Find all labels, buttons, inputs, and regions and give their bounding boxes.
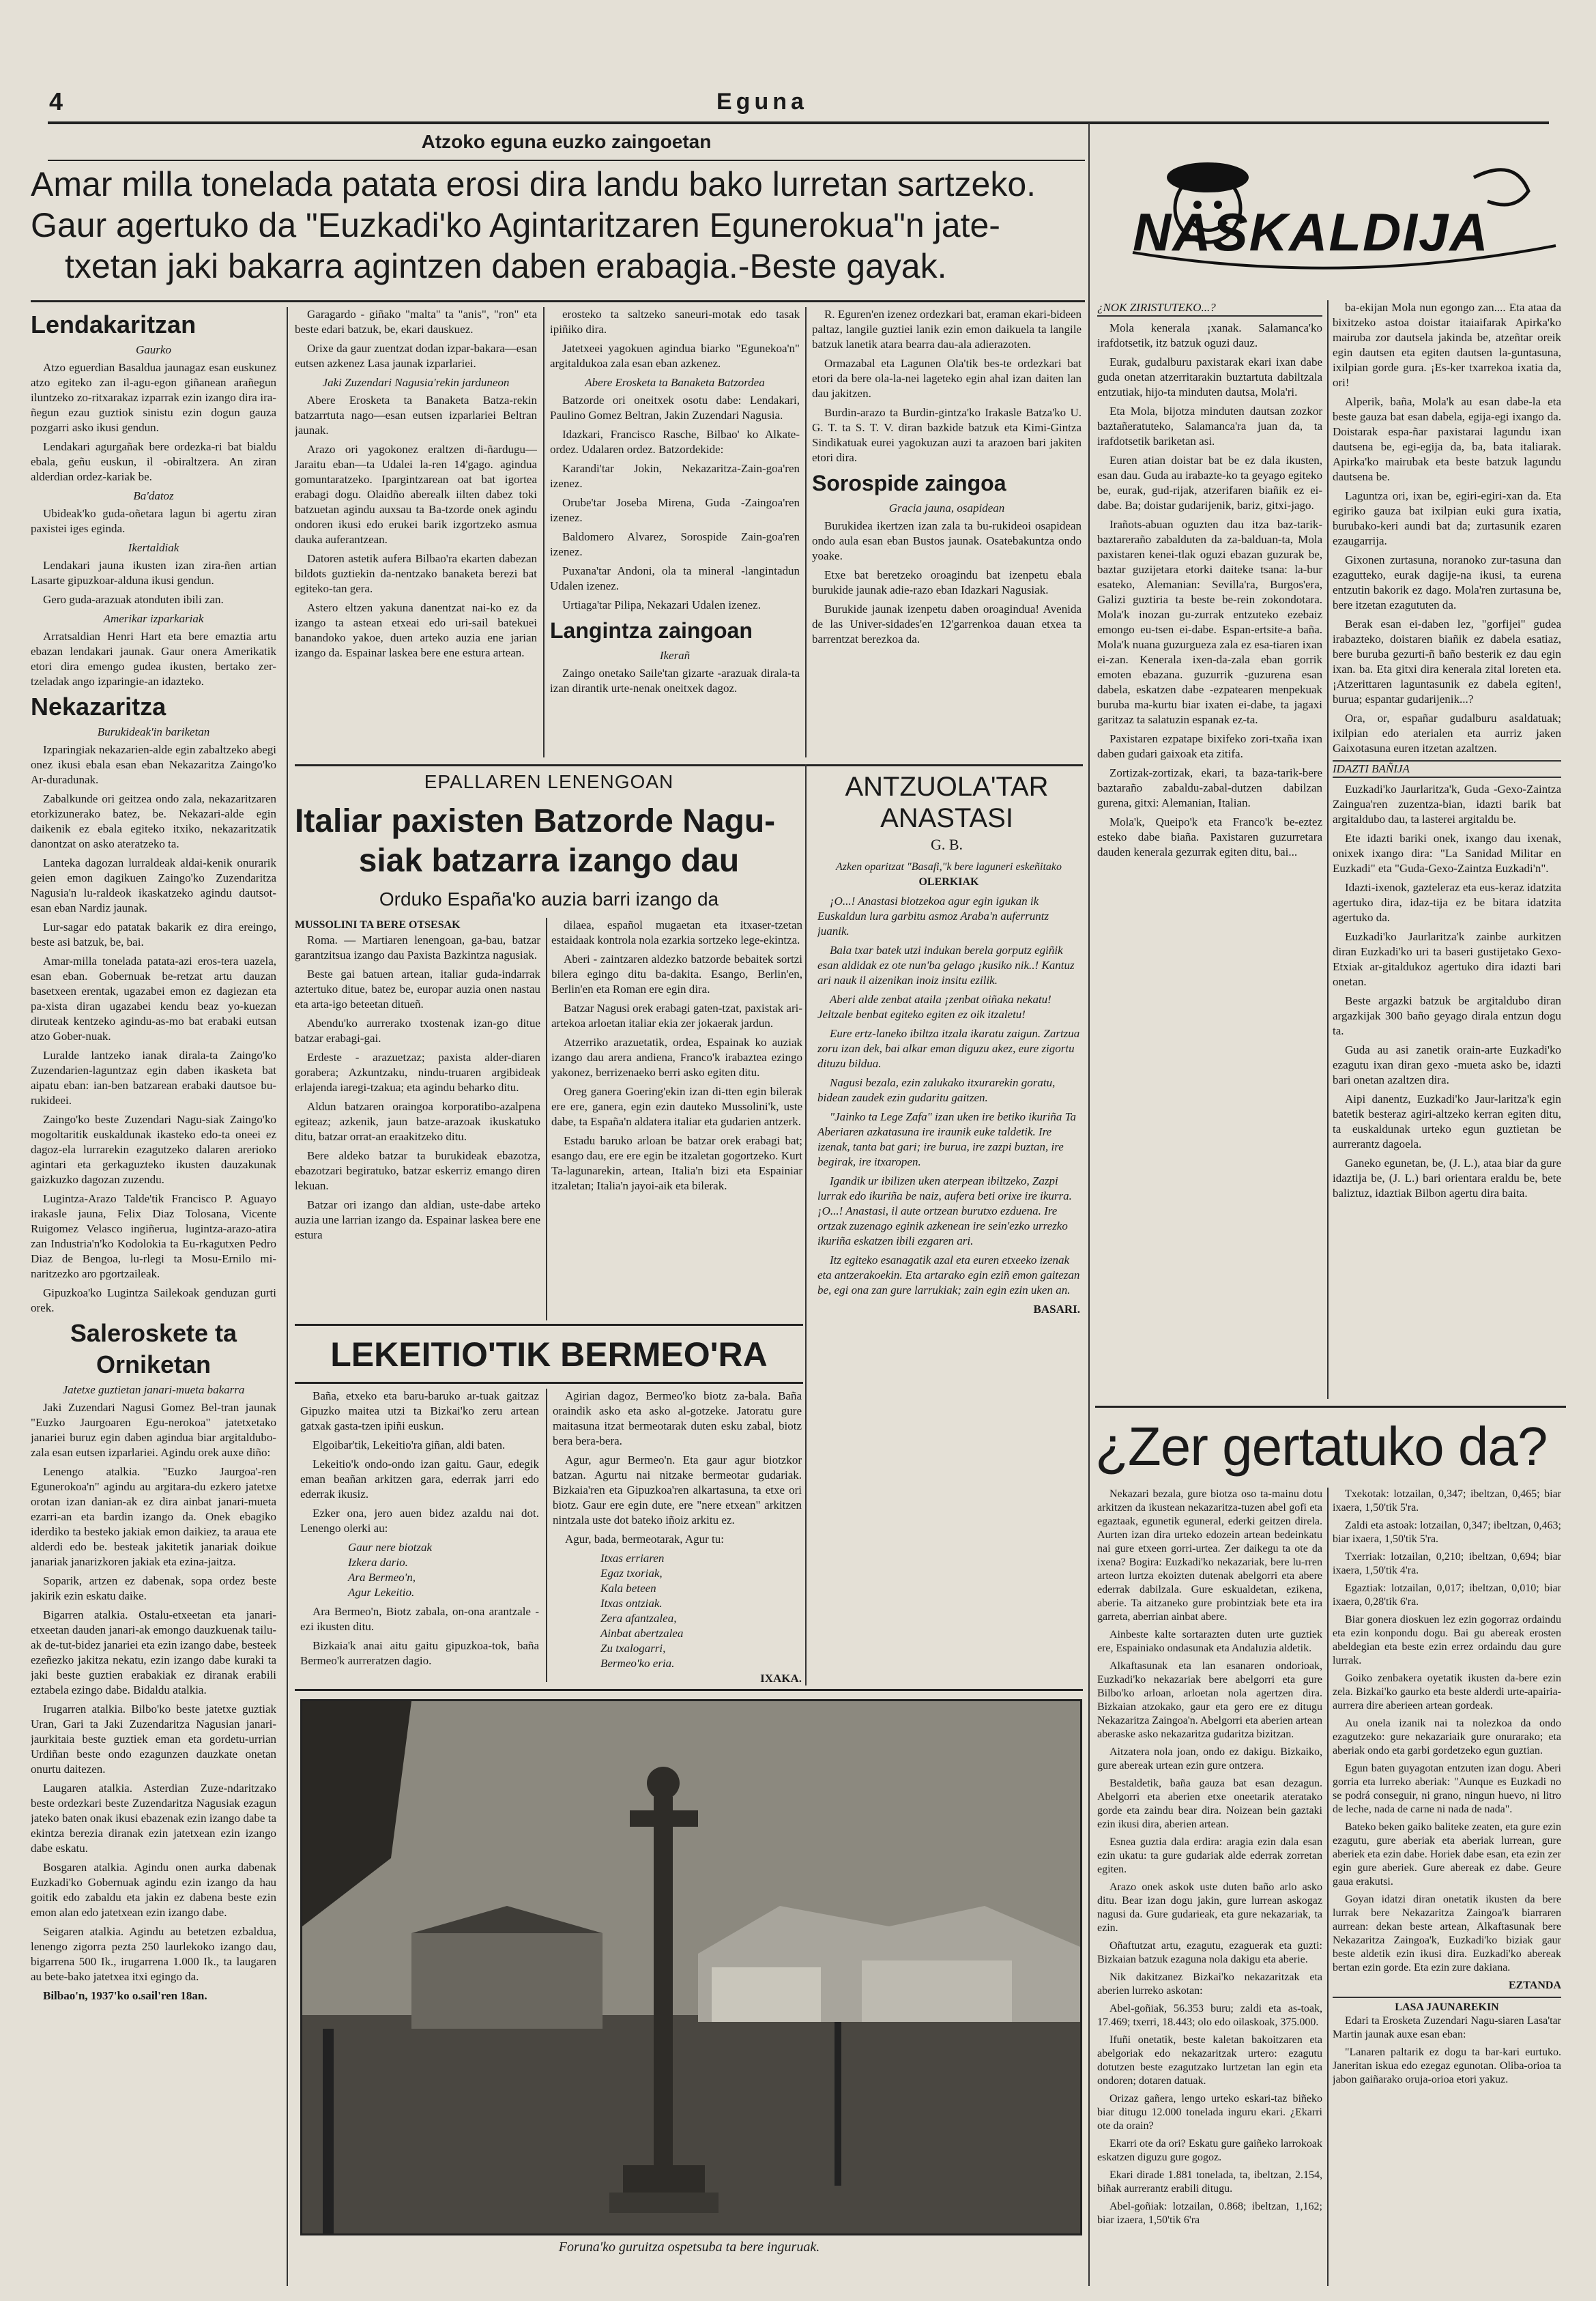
naskaldija-p2: Eurak, gudalburu paxistarak ekari ixan dabe guda onetan atzerritarakin buztartuta dabiltzala entzutiak, hijo-ta minduten dautsa, Mola'ri. [1097, 356, 1322, 399]
zer-col2-p4: Egaztiak: lotzailan, 0,017; ibeltzan, 0,010; biar ixaera, 0,28'tik 6'ra. [1333, 1582, 1561, 1608]
naskaldija-col2-p13: Aipi danentz, Euzkadi'ko Jaur-laritza'k egin batetik besteraz agiri-altzeko kerran egiten ditu, ta euskaldunak urteko egun guztietan be aurrerantz dagoela. [1333, 1092, 1561, 1150]
col3-top-p3: Batzorde ori oneitxek osotu dabe: Lendakari, Paulino Gomez Beltran, Jakin Zuzendari Nagusia. [550, 394, 800, 422]
col3-top-p8: Puxana'tar Andoni, ola ta mineral -langintadun Udalen izenez. [550, 564, 800, 592]
nekazaritza-p6: Luralde lantzeko ianak dirala-ta Zaingo'ko Zuzendarien-laguntzaz egin daben ikasketa bat aipatu eban: ian-ben batzarean erabaki dautsoe bu-rukideei. [31, 1049, 276, 1107]
lendakaritzan-p3: Ubideak'ko guda-oñetara lagun bi agertu ziran paxistei iges eginda. [31, 507, 276, 535]
lekeitio-poem-1-line: Agur Lekeitio. [348, 1586, 415, 1599]
lekeitio-poem-1-line: Izkera dario. [348, 1556, 408, 1569]
photo-image [302, 1701, 1080, 2233]
zer-col2-p11: Edari ta Erosketa Zuzendari Nagu-siaren Lasa'tar Martin jaunak auxe esan eban: [1333, 2015, 1561, 2040]
naskaldija-wordmark: NASKALDIJA [1133, 202, 1490, 262]
lekeitio-poem-2-line: Egaz txoriak, [600, 1567, 663, 1580]
lekeitio-poem-2-line: Ainbat abertzalea [600, 1627, 684, 1640]
antzuola-body [817, 860, 1080, 1682]
zer-list-2: Abel-goñiak: lotzailan, 0.868; ibeltzan, 1,162; biar izaera, 1,50'tik 6'ra [1097, 2201, 1322, 2226]
zer-sub-1: LASA JAUNAREKIN [1333, 1997, 1561, 2014]
epallaren-p4: Erdeste - arazuetzaz; paxista alder-diaren gorabera; Azkuntzaku, nindu-truaren argibideak erlajenda iaregi-tzakua; eta agindu beharko ditu. [295, 1051, 540, 1094]
langintza-sub: Ikerañ [659, 649, 691, 662]
antzuola-title-2: ANASTASI [880, 803, 1013, 833]
lekeitio-poem-2-line: Itxas erriaren [600, 1552, 665, 1565]
lendakaritzan-p4: Lendakari jauna ikusten izan zira-ñen artian Lasarte gipuzkoar-alduna ikusi gendun. [31, 559, 276, 587]
zer-p5: Bestaldetik, baña gauza bat esan dezagun. Abelgorri eta aberien etxe oneetarik ateratako gorde eta zaindu bear dira. Noizean bein gaztaki ezin ikusi dira, aberien artean. [1097, 1778, 1322, 1830]
col4-top-p2: Ormazabal eta Lagunen Ola'tik bes-te ordezkari bat etori da bere ola-la-nei lageteko egin ahal izan daiten lan dau jakitzen. [812, 357, 1082, 400]
antzuola-title-1: ANTZUOLA'TAR [845, 772, 1049, 802]
zer-col2-p7: Au onela izanik nai ta nolezkoa da ondo ezagutzeko: gure nekazariaik gure onurarako; eta aberiak ondo eta garbi gordetzeko egun guztian. [1333, 1718, 1561, 1756]
naskaldija-col-1 [1097, 300, 1322, 1399]
zer-list-1: Abel-goñiak, 56.353 buru; zaldi eta as-toak, 17.469; txerri, 18.443; olo edo oilaskoak, 375.000. [1097, 2003, 1322, 2028]
lekeitio-poem-2-line: Zera afantzalea, [600, 1612, 677, 1625]
lendakaritzan-p5: Gero guda-arazuak atonduten ibili zan. [43, 593, 224, 606]
antzuola-caption-2: OLERKIAK [918, 876, 979, 888]
zer-col2-p10: Goyan idatzi diran onetatik ikusten da bere lurrak bere Nekazaritza Zaingoa'k biarraren aurrean: dekan beste artean, Alkaftasunak bere Nekazaritza Zaingoa'k, Euzkadi'ko biziak gaur beste aldetik ezin ikusi dira. Euzkadi'ko abereak bertan ezin gorde. Eta ezin zure dakiana. [1333, 1894, 1561, 1973]
naskaldija-col2-p10: Euzkadi'ko Jaurlaritza'k zainbe aurkitzen diran Euzkadi'ko uri ta baseri gustijetako Gexo-Etxiak ar-gitaldukoz agertuko dira idazti bari onetan. [1333, 930, 1561, 988]
lekeitio-col-2 [553, 1389, 802, 1682]
lekeitio-p1: Baña, etxeko eta baru-baruko ar-tuak gaitzaz Gipuzko maitea utzi ta Bizkai'ko zeru artean gatxak gasta-tzen ipiñi euskun. [300, 1389, 539, 1432]
naskaldija-divider [1327, 300, 1329, 1399]
saleroskete-sub-1: Jatetxe guztietan janari-mueta bakarra [62, 1383, 245, 1396]
epallaren-p3: Abendu'ko aurrerako txostenak izan-go ditue batzar erabagi-gai. [295, 1017, 540, 1045]
column-4-top [812, 307, 1082, 757]
nekazaritza-p3: Lanteka dagozan lurraldeak aldai-kenik onurarik geien emon dagikuen Zaingo'ko Zuzendaritza Nagusia'n lu-raldeok ikaskatzeko agindu dautsot-esan eban Nardiz jaunak. [31, 856, 276, 914]
col2-top-p2: Orixe da gaur zuentzat dodan izpar-bakara—esan eutsen azkenez Lasa jaunak izparlariei. [295, 342, 537, 370]
zer-col2-p12: "Lanaren paltarik ez dogu ta bar-kari eurtuko. Janeritan iskua edo ezegaz egunotan. Oliba-orioa ta jabon gaiñarako oruja-orioa etori yakuz. [1333, 2046, 1561, 2085]
antzuola-p4: Eure ertz-laneko ibiltza itzala ikaratu zaigun. Zartzua zoru izan dek, bai alkar eman diguzu akez, eure zigortu dituzu bildua. [817, 1027, 1080, 1070]
lekeitio-p3: Lekeitio'k ondo-ondo izan gaitu. Gaur, edegik eman beañan arkitzen gara, ederrak jarri edo ederrak ikusiz. [300, 1458, 539, 1501]
nekazaritza-p4: Lur-sagar edo patatak bakarik ez dira ereingo, beste asi batzuk, be, bai. [31, 921, 276, 949]
naskaldija-col2-p6: Ora, or, españar gudalburu asaldatuak; ixilpian edo aterialen eta aurriz jaken Gaixotasuna euren itzetan azaltzen. [1333, 712, 1561, 755]
column-divider-3 [805, 307, 807, 757]
epallaren-col2-p4: Atzerriko arazuetatik, ordea, Espainak ko auziak izango dau arera andiena, Franco'k irabaztea ezingo yakonez, berrizenaeko berri asko egiten ditu. [551, 1036, 802, 1079]
col2-top-p6: Astero eltzen yakuna danentzat nai-ko ez da izango ta astean etxeai edo uri-sail batekuei banandoko yakoe, duen arteko auzia ene jarian izango da. Espainar laskea bere ene estura artean. [295, 601, 537, 659]
lekeitio-poem-2-line: Kala beteen [600, 1582, 656, 1595]
lekeitio-poem-2-line: Zu txalogarri, [600, 1642, 666, 1655]
lendakaritzan-title: Lendakaritzan [31, 310, 197, 338]
epallaren-kicker: EPALLAREN LENENGOAN [424, 771, 674, 792]
epallaren-col2-p2: Aberi - zaintzaren aldezko batzorde bebaitek sortzi bilera egingo ditu ba-dakita. Esango, Berlin'en, Berlin'en eta Roman ere egin dira. [551, 953, 802, 996]
photo-caption: Foruna'ko guruitza ospetsuba ta bere inguruak. [558, 2240, 820, 2255]
naskaldija-p5: Irañots-abuan oguzten dau itza baz-tarik-baztareraño zabalduten da za-balduan-ta, Mola paxistaren kenei-tlak oguzi ebazan guzurak be, baztar guzijetara etorki daiteke tsana: la-bur esateko, Alemanian: Sevilla'ra, Burgos'era, Galizi guztiria ta beste be-rein zokondotara. Mola'k inozan gu-zurrak entzuteko ezebaiz emongo eu-tsen ei-dabe. Espan-ertsite-a baña. Mola'k nuana guzurgueza zala ez esa-tiaren ixan ei-zan. Kenerala ixen-da-zala eban gorrik emoten ebazana. guzurrik -guzurena esan dabela, eskatzen dabe -ezpatearen menpekuak buruba ma-kurtu biar ixaten ei-dabe, ta jagaxi garitzaz ta salatuzin espanak ez-ta. [1097, 518, 1322, 726]
antzuola-p6: "Jainko ta Lege Zafa" izan uken ire betiko ikuriña Ta Aberiaren azkatasuna ire iraunik euke taldetik. Ire izenak, tanta bat gari; ire burua, ire zazpi buztan, ire begirak, ire itxaropen. [817, 1110, 1077, 1168]
zer-col2-p9: Bateko beken gaiko baliteke zeaten, eta gure ezin ezagutu, gure aberiak eta aberiak lurrean, gure aberiek eta ezin dabe. Horiek dabe esan, eta ezin zer egin gure aberiek. Gure abereak ez dabe. Geure gaua erakutsi. [1333, 1821, 1561, 1887]
naskaldija-logo [1105, 136, 1576, 293]
zer-p13: Ekari dirade 1.881 tonelada, ta, ibeltzan, 2.154, biñak aurrerantz erabili ditugu. [1097, 2169, 1322, 2195]
col2-top-p3: Abere Erosketa ta Banaketa Batza-rekin batzarrtuta nago—esan eutsen izparlariei Beltran jaunak. [295, 394, 537, 437]
naskaldija-col2-p12: Guda au asi zanetik orain-arte Euzkadi'ko ezagutu ixan diran gexo -mueta asko be, idazti bari onetan azaltzen dira. [1333, 1043, 1561, 1086]
lendakaritzan-sub-4: Amerikar izparkariak [103, 612, 204, 625]
nekazaritza-p5: Amar-milla tonelada patata-azi eros-tera uazela, esan eban. Gobernuak be-retzat artu dauzan basetxeen erentak, ugazabei emon ez dagiezan eta pa-xista diran ugazabei kendu beaz yo-kuezan diruteak kentzeko agindu-as-mo bat erabaki eutsan atzo Gober-nuak. [31, 955, 276, 1043]
epallaren-p6: Bere aldeko batzar ta burukideak ebazotza, ebazotzari begiratuko, batzar eskerriz emango diren lekuan. [295, 1149, 540, 1192]
lekeitio-divider [546, 1389, 547, 1682]
column-1 [31, 307, 276, 2286]
zer-divider [1327, 1488, 1329, 2286]
naskaldija-col2-p4: Gixonen zurtasuna, noranoko zur-tasuna dan ezagutteko, eurak dagije-na ikusi, ta eurena entzutin bakorik ez dago. Mola'ren zurtasuna be, bere itzetan ezagututen da. [1333, 553, 1561, 611]
antzuola-p7: Igandik ur ibilizen uken aterpean ibiltzeko, Zazpi lurrak edo ikuriña be naiz, aufera beti orixe ire ikurra. ¡O...! Anastasi, il aute ortzean burutxo ezduena. Ire ortzak zuzenago eginik azkenean ire sein'ezko urrezko ikuriña eskatzen ibili ezgaren ari. [817, 1174, 1072, 1247]
col3-top-p9: Urtiaga'tar Pilipa, Nekazari Udalen izenez. [562, 598, 761, 611]
newspaper-name: Eguna [716, 89, 808, 115]
epallaren-col2-p6: Estadu baruko arloan be batzar orek erabagi bat; esango dau, ere ere egin be itzaletan gogortzeko. Kurt Ta-lagunarekin, artean, Italia'n bizi eta Espainiar itzaletan; Italia'n jayoi-aik eta bilerak. [551, 1134, 802, 1192]
lekeitio-poem-2 [553, 1551, 802, 1671]
naskaldija-col2-p11: Beste argazki batzuk be argitaldubo diran argazkijak 300 baño geyago dirala entzun dogu ta. [1333, 994, 1561, 1037]
naskaldija-col2-p9: Idazti-ixenok, gazteleraz eta eus-keraz idatzita agertuko dira, idaz-tija ez be bitara idatzita agertuko da. [1333, 881, 1561, 924]
epallaren-col2-p5: Oreg ganera Goering'ekin izan di-tten egin bilerak ere ere, ganera, egin ezin dauteko Mussolini'k, uste dabe, ta España'n aldatera italiar eta gudarien antzerk. [551, 1085, 802, 1128]
col2-top-p5: Datoren astetik aufera Bilbao'ra ekarten dabezan bildots guztiekin da-nentzako banaketa berezi bat egiteko-tan gera. [295, 552, 537, 595]
col4-top-p6: Burukide jaunak izenpetu daben oroagindua! Avenida de las Univer-sidades'en 12'garrenkoa dauan etxea ta barrentzat berezkoa da. [812, 603, 1082, 646]
column-3-top [550, 307, 800, 757]
photo-rule-top [295, 1689, 1083, 1691]
lekeitio-p4: Ezker ona, jero auen bidez azaldu nai dot. Lenengo olerki au: [300, 1507, 539, 1535]
column-divider-4 [1088, 123, 1090, 2286]
zer-p9: Nik dakitzanez Bizkai'ko nekazaritzak eta aberien lurreko askotan: [1097, 1971, 1322, 1997]
epallaren-col-2 [551, 918, 802, 1320]
naskaldija-p1: Mola kenerala ¡xanak. Salamanca'ko irafdotsetik, itz batzuk oguzi dauz. [1097, 321, 1322, 349]
col3-top-p5: Karandi'tar Jokin, Nekazaritza-Zain-goa'ren izenez. [550, 462, 800, 490]
saleroskete-p7: Bosgaren atalkia. Agindu onen aurka dabenak Euzkadi'ko Gobernuak agindu ezin izango da hau goitik edo zabaldu eta jakin ez dabena beste ezin emon alan edo jatetxean ezin izango dabe. [31, 1861, 276, 1919]
naskaldija-p8: Mola'k, Queipo'k eta Franco'k be-eztez esteko dabe biaña. Paxistaren guzurretara dauden kenerala gezurrak egiten ditu, bai... [1097, 815, 1322, 858]
headline-line-3: txetan jaki bakarra agintzen daben erabagia.-Beste gayak. [65, 247, 947, 285]
zer-p4: Aitzatera nola joan, ondo ez dakigu. Bizkaiko, gure abereak urtean ezin gure ontzera. [1097, 1746, 1322, 1771]
naskaldija-sub-2: IDAZTI BAÑIJA [1333, 760, 1561, 778]
saleroskete-p5: Irugarren atalkia. Bilbo'ko beste jatetxe guztiak Uran, Gari ta Jaki Zuzendaritza Nagusian janari-jaurkitaia beste guztiek eman eta gordetu-urrian Urdiñan beste ondo ezagunzen dauzkate onetan onurtu daitezen. [31, 1703, 276, 1776]
lekeitio-col2-p1: Agirian dagoz, Bermeo'ko biotz za-bala. Baña oraindik asko eta asko al-gotzeke. Jatoratu gure maitasuna itzat bermeotarak duten esku zabal, biotz bera bera-bera. [553, 1389, 802, 1447]
lendakaritzan-sub-3: Ikertaldiak [128, 541, 179, 554]
zer-p8: Oñaftutzat artu, ezagutu, ezaguerak eta guzti: Bizkaian batzuk ezaguna nola dakigu eta aberie. [1097, 1940, 1322, 1965]
naskaldija-col2-p5: Berak esan ei-daben lez, "gorfijei" gudea irabazteko, doistaren biañik ez dabela esatiaz, bere buruba gezurti-ñ baño besterik ez dau egin ixan. ba. Eta gitxi dira kenerala zital loreten eta. ¡Atzerittaren laguntasunik ez dabela egiten!, burua; espantar gudarijenik...? [1333, 618, 1561, 706]
zer-col-1 [1097, 1488, 1322, 2286]
epallaren-col2-p1: dilaea, español mugaetan eta itxaser-tzetan estaidaak kontrola nola ezarkia sortzeko lege-ekintza. [551, 918, 802, 946]
lekeitio-poem-2-line: Bermeo'ko eria. [600, 1657, 675, 1670]
nekazaritza-p9: Gipuzkoa'ko Lugintza Sailekoak genduzan gurti orek. [31, 1286, 276, 1314]
saleroskete-p1: Jaki Zuzendari Nagusi Gomez Bel-tran jaunak "Euzko Jaurgoaren Egu-nerokoa" jatetxetako janariei buruz egin daben agindua biar argitaldubo-zala esan eutsen izparlariei. Agindu orek auxe diño: [31, 1401, 276, 1459]
zer-col2-p6: Goiko zenbakera oyetatik ikusten da-bere ezin zela. Bizkai'ko gaurko eta beste alderdi urte-apairia-aurrera dire aberieen artean gordeak. [1333, 1673, 1561, 1711]
sorospide-title: Sorospide zaingoa [812, 471, 1006, 495]
lendakaritzan-p2: Lendakari agurgañak bere ordezka-ri bat bialdu ebala, geñu euskun, il -obiraltzera. An ziran alderdian ordez-kariak be. [31, 440, 276, 483]
antzuola-p5: Nagusi bezala, ezin zalukako itxurarekin goratu, bidean zaudek ezin gudaritu gaitzen. [817, 1076, 1056, 1104]
epallaren-subtitle: Orduko España'ko auzia barri izango da [379, 888, 719, 910]
lekeitio-col2-p2: Agur, agur Bermeo'n. Eta gaur agur biotzkor batzan. Agurtu nai nitzake bermeotar gudariak. Bizkaia'ren eta Gipuzkoa'ren alkartasuna, ta etxe ori biotz. Gaur ere egin dute, ere "nere etxean" arkitzen nintzala uste dot bateko iñoiz arkitu ez. [553, 1453, 802, 1526]
zer-col2-p1: Txekotak: lotzailan, 0,347; ibeltzan, 0,465; biar ixaera, 1,50'tik 5'ra. [1333, 1488, 1561, 1514]
headline-line-2: Gaur agertuko da "Euzkadi'ko Agintaritzaren Egunerokua"n jate- [31, 206, 1000, 244]
zer-p7: Arazo onek askok uste duten baño arlo asko ditu. Bear izan dogu jakin, gure lurrean askogaz nagusi da. Gure gudarieak, eta gure nekazariak, ta ezin. [1097, 1881, 1322, 1934]
lekeitio-p2: Elgoibar'tik, Lekeitio'ra giñan, aldi baten. [313, 1438, 506, 1451]
col2-top-p4: Arazo ori yagokonez eraltzen di-ñardugu—Jaraitu eban—ta Udalei la-ren 14'gago. agindua gomuntaratzeko. Ipargintzarean oat bat igortea erabagi dogu. Olaidño aberealk iilten dabez toki batzuetan agindu auxsau ta Ba-tzorde onek agindu ondoren ikusi edo erukei barik izgortzeko asmua dauka auferantzean. [295, 443, 537, 546]
col2-top-sub-1: Jaki Zuzendari Nagusia'rekin jarduneon [322, 376, 510, 389]
antzuola-p3: Aberi alde zenbat ataila ¡zenbat oiñaka nekatu! Jeltzale benbat egiteko egiten ez oik itzaletu! [817, 993, 1051, 1021]
antzuola-p8: Itz egiteko esanagatik azal eta euren etxeeko izenak eta antzerakoekin. Eta artarako egin eziñ emon gaitezan be, egi ona zan gure larrukiak; zain egin ezin uken an. [817, 1254, 1080, 1297]
naskaldija-col2-p14: Ganeko egunetan, be, (J. L.), ataa biar da gure idaztija be, (J. L.) bari orientara eraldu be, bete baliztuz, idaztiak Bilbon agertu dira baita. [1333, 1157, 1561, 1200]
naskaldija-p6: Paxistaren ezpatape bixifeko zori-txaña ixan daben gudari gaixoak eta zitifa. [1097, 732, 1322, 760]
saleroskete-p6: Laugaren atalkia. Asterdian Zuze-ndaritzako beste ordezkari beste Zuzendaritza Nagusiak ezagun jateko baten onak ikusi ebazenak ezin izango dabe ta ekintza berezia diranak ezin jatetxean ezin izango dabe eskatu. [31, 1782, 276, 1855]
col4-top-p3: Burdin-arazo ta Burdin-gintza'ko Irakasle Batza'ko U. G. T. ta S. T. V. diran bazkide batzuk eta Kimi-Gintza Sindikatuak eurei yagokuzan auzi ta arazoen bari jakiten etori dira. [812, 406, 1082, 464]
naskaldija-col2-p7: Euzkadi'ko Jaurlaritza'k, Guda -Gexo-Zaintza Zaingua'ren zuzentza-bian, idazti barik bat argitaldubo dau, ta lasterei argitaldu be. [1333, 783, 1561, 826]
col4-top-p5: Etxe bat beretzeko oroagindu bat izenpetu ebala burukide jaunak adie-razo eban Idazkari Nagusiak. [812, 568, 1082, 596]
column-divider-1 [287, 307, 288, 2286]
lendakaritzan-p1: Atzo eguerdian Basaldua jaunagaz esan euskunez atzo egiteko zan il-agu-egon giñanean arañegun iluntzeko zo-ritxarakaz izparrak ezin izango dira ira-ñegun ezau guztiok sinistu ezin dogun gauza pozgarri asko ikusi gendun. [31, 361, 276, 434]
epallaren-divider [546, 918, 547, 1320]
lendakaritzan-sub-1: Gaurko [136, 343, 171, 356]
naskaldija-col-2 [1333, 300, 1561, 1399]
epallaren-col2-p3: Batzar Nagusi orek erabagi gaten-tzat, paxistak ari-artekoa arloetan italiar ekia zer jokaerak jardun. [551, 1002, 802, 1030]
saleroskete-p2: Lenengo atalkia. "Euzko Jaurgoa'-ren Egunerokoa'n" agindu au argitara-du ezkero jatetxe orotan izan danian-ak ez dira ainbat janari-mueta ezarri-an eta bardin izango da. Onek ebagiko iderdiko ta besteko jakiak emon daikiez, ta araua ete alderdi edo be. besteak jakitetik janariak doikue janariak janarizkoren jakiak eta ezina-jaitza. [31, 1465, 276, 1568]
col3-top-p6: Orube'tar Joseba Mirena, Guda -Zaingoa'ren izenez. [550, 496, 800, 524]
col3-top-p1: erosteko ta saltzeko saneuri-motak edo tasak ipiñiko dira. [550, 308, 800, 336]
col2-top-p1: Garagardo - giñako "malta" ta "anis", "ron" eta beste edari batzuk, be, ekari dauskuez. [295, 308, 537, 336]
main-headline [31, 164, 1085, 287]
zer-signature: EZTANDA [1508, 1980, 1561, 1991]
zer-p2: Ainbeste kalte sortarazten duten urte guztiek ere, Espainiako ondasunak eta Andaluzia aldetik. [1097, 1629, 1322, 1654]
epallaren-col-1 [295, 918, 540, 1320]
masthead-rule [48, 121, 1549, 124]
column-2-top [295, 307, 537, 757]
zer-p12: Ekarri ote da ori? Eskatu gure gaiñeko larrokoak eskatzen diguzu gure gogoz. [1097, 2138, 1322, 2163]
zer-rule-top [1095, 1406, 1566, 1408]
epallaren-p7: Batzar ori izango dan aldian, uste-dabe arteko auzia une larrian izango da. Espainar laskea bere ene estura [295, 1198, 540, 1241]
zer-col2-p5: Biar gonera dioskuen lez ezin gogorraz ordaindu eta ezin konpondu dogu. Bai gu abereak erosten abeldegian eta beste ezin errez ordaindu dau gure lurrak. [1333, 1614, 1561, 1666]
saleroskete-footer: Bilbao'n, 1937'ko o.sail'ren 18an. [43, 1989, 207, 2002]
naskaldija-sub-1: ¿NOK ZIRISTUTEKO...? [1097, 300, 1322, 317]
lekeitio-col2-p3: Agur, bada, bermeotarak, Agur tu: [565, 1533, 724, 1546]
zer-p6: Esnea guztia dala erdira: aragia ezin dala esan ezin ukatu: ta gure gudariak alde ederrak zorretan egiten. [1097, 1836, 1322, 1875]
antzuola-p2: Bala txar batek utzi indukan berela gorputz egiñik esan aldidak ez ote nun'ba gelago ¡kusiko nik..! Kantuz ari nauk il aizenikan inoiz insitu ezilik. [817, 944, 1075, 987]
photo-frame [300, 1699, 1082, 2235]
zer-col2-p3: Txerriak: lotzailan, 0,210; ibeltzan, 0,694; biar ixaera, 1,50'tik 4'ra. [1333, 1551, 1561, 1576]
naskaldija-col2-p3: Laguntza ori, ixan be, egiri-egiri-xan da. Eta egiriko gauza bat ixilpian euki gura ixatia, burubako-keri aundi bat da; zurtasunik ezaren ezaugarrija. [1333, 489, 1561, 547]
saleroskete-title-2: Orniketan [96, 1350, 212, 1378]
lekeitio-poem-1 [300, 1540, 539, 1600]
zer-p10: Ifuñi onetatik, beste kaletan bakoitzaren eta abelgoriak edo nekazaritzak urtero: ezagutu dotutzen beste ezagutzako lurtzetan lan egin eta ondoren; dotaren datuak. [1097, 2034, 1322, 2087]
column-divider-mid [805, 764, 807, 1685]
col4-top-p4: Burukidea ikertzen izan zala ta bu-rukideoi osapidean ondo aula esan eban Bustos jaunak. Osatebakuntza ondo yoake. [812, 519, 1082, 562]
zer-col-2 [1333, 1488, 1561, 2286]
zer-title: ¿Zer gertatuko da? [1095, 1416, 1548, 1477]
epallaren-p5: Aldun batzaren oraingoa korporatibo-azalpena egiteaz; azkenik, jaun batze-arazoak ikuskatuko ditu, batzar orrat-an eraakitzeko ditu. [295, 1100, 540, 1143]
lendakaritzan-p6: Arratsaldian Henri Hart eta bere emaztia artu ebazan lendakari jaunak. Gaur onera Amerikatik etori dira emengo gudea ikusten, bertako zer-tzeladak ango izparingie-an idazteko. [31, 630, 276, 688]
zer-p1: Nekazari bezala, gure biotza oso ta-mainu dotu arkitzen da ikustean nekazaritza-tuzen abel gofi eta egaztaak, egunetik eguneral, ederki geitzen direla. Aurten izan dira urteko edozein artean bedeinkatu nai gure etxeen gorri-urtea. Zer daikegu ta ote da ixena? Bogira: Euzkadi'ko nekazariak, bere lu-rren arteon lurtza ekoizten dutenak abelgorri eta abere ederrak dabilzala. Gure eskualdetan, ezikena, aberie. Ta aitzaneko gure probintziak bete eta ira garreta, aberrian ainbat abere. [1097, 1488, 1322, 1623]
nekazaritza-p2: Zabalkunde ori geitzea ondo zala, nekazaritzaren etorkizunerako batez, be. Nekazari-alde egin daikenik ez ebala egiteko itxiko, nekazaritzatik danontzat on asko ateratzeko ta. [31, 792, 276, 850]
naskaldija-col2-p2: Alperik, baña, Mola'k au esan dabe-la eta beste gauza bat esan dabela, egija-egi ixango da. Doistarak espa-ñar paxistarai lagundu ixan dautsena be, egi-egija da, ba, bata italiarak. Apirka'ko mairubak eta beste batzuk lagundu dautsena be. [1333, 395, 1561, 483]
epallaren-title [295, 802, 803, 881]
page-number: 4 [49, 87, 63, 115]
naskaldija-p7: Zortizak-zortizak, ekari, ta baza-tarik-bere baztaraño zabaldu-zabal-dutzen dabilzan gurena, gitxi: Alemanian, Italian. [1097, 766, 1322, 809]
epallaren-sub-1: MUSSOLINI TA BERE OTSESAK [295, 919, 461, 931]
epallaren-p2: Beste gai batuen artean, italiar guda-indarrak aztertuko ditue, batez be, europar auzia onen nastau eta arta-igo beteetan ditueñ. [295, 968, 540, 1011]
langintza-title: Langintza zaingoan [550, 618, 753, 643]
col3-top-p2: Jatetxeei yagokuen agindua biarko "Egunekoa'n" argitaldukoa zala esan eban azkenez. [550, 342, 800, 370]
lekeitio-col-1 [300, 1389, 539, 1682]
saleroskete-p4: Bigarren atalkia. Ostalu-etxeetan eta janari-etxeetan dauden janari-ak emongo dauzkuenak tailu-ak de-tut-bidez janariei eta ezin izango dabe, besteek ezeñezko jakitza nekatu, ezin izango dabe kuraki ta jaki beste guztien erabakiak ez diranak erabili eztabela ezingo dabe. Bidaldu atalkia. [31, 1608, 276, 1696]
antzuola-p1: ¡O...! Anastasi biotzekoa agur egin igukan ik Euskaldun lura garbitu asmoz Araba'n auferruntz juanik. [817, 895, 1049, 938]
saleroskete-p3: Soparik, artzen ez dabenak, sopa ordez beste jakirik ezin eskatu daike. [31, 1574, 276, 1602]
col3-top-sub-1: Abere Erosketa ta Banaketa Batzordea [585, 376, 765, 389]
col3-top-p7: Baldomero Alvarez, Sorospide Zain-goa'ren izenez. [550, 530, 800, 558]
col3-top-p4: Idazkari, Francisco Rasche, Bilbao' ko Alkate-ordez. Udalaren ordez. Batzordekide: [550, 428, 800, 456]
lekeitio-p5: Ara Bermeo'n, Biotz zabala, on-ona arantzale - ezi ikusten ditu. [300, 1605, 539, 1633]
nekazaritza-p8: Lugintza-Arazo Talde'tik Francisco P. Aguayo irakasle jauna, Felix Diaz Tolosana, Vicente Ruigomez Velasco ingiñerua, lugintza-arazo-atira zan Industria'n'ko Kodolokia ta Eu-rkagutxen Pedro Diaz de Bengoa, lu-rlegi ta Mosu-Ernilo mi-naritzezko aro pgortzaileak. [31, 1192, 276, 1280]
naskaldija-p4: Euren atian doistar bat be ez dala ikusten, esan dau. Guda au irabazte-ko ta geyago egiteko be, eurak, gud-rijak, atzerifaren biañik ez ei-dabe. Ba; doistar gudarijenik, bariz, gitxi-jago. [1097, 454, 1322, 512]
antzuola-caption-1: Azken oparitzat "Basafi,"k bere laguneri eskeñitako [836, 861, 1062, 873]
sorospide-sub: Gracia jauna, osapidean [888, 502, 1005, 515]
column-divider-2 [543, 307, 545, 757]
lekeitio-p6: Bizkaia'k anai aitu gaitu gipuzkoa-tok, baña Bermeo'k aurreratzen dagio. [300, 1639, 539, 1667]
lekeitio-poem-1-line: Ara Bermeo'n, [348, 1571, 416, 1584]
zer-p3: Alkaftasunak eta lan esanaren ondorioak, Euzkadi'ko nekazariak bere abelgorri eta gure Bilbo'ko arloan, arloetan nola agertzen dira. Bizkaian atzokako, gaur eta gero ere ez ditugu Nekazaritza Zaingoa'n. Abelgorri eta aberien artean aberaske asko nekazaritza gudaritza bizitzan. [1097, 1660, 1322, 1740]
lekeitio-title: LEKEITIO'TIK BERMEO'RA [330, 1335, 768, 1374]
saleroskete-p8: Seigaren atalkia. Agindu au betetzen ezbaldua, lenengo zigorra pezta 250 laurlekoko izango dau, bigarrena 500 Ik., irugarrena 1.000 Ik., ta laugaren au bete-bako jatetxea itxi egingo da. [31, 1925, 276, 1983]
epallaren-p1: Roma. — Martiaren lenengoan, ga-bau, batzar garantzitsua izango dau Paxista Bazkintza nagusiak. [295, 934, 540, 961]
section-title-rule [48, 160, 1085, 161]
headline-line-1: Amar milla tonelada patata erosi dira landu bako lurretan sartzeko. [31, 165, 1036, 203]
lekeitio-rule-top [295, 1324, 803, 1326]
lekeitio-rule [295, 1382, 803, 1384]
epallaren-title-1: Italiar paxisten Batzorde Nagu- [295, 803, 776, 839]
lekeitio-poem-1-line: Gaur nere biotzak [348, 1541, 433, 1554]
nekazaritza-p7: Zaingo'ko beste Zuzendari Nagu-siak Zaingo'ko mogoltaritik euskaldunak ikasteko edo-ta oneei ez dagoz-ela lurrarekin ezagutzeko dalaren arerioko agintari eta gerkaguzteko ikusten dauzakunak gaizkuzko dagozan zuzendu. [31, 1113, 276, 1186]
nekazaritza-p1: Izparingiak nekazarien-alde egin zabaltzeko abegi onez ikusi ebala esan eban Nekazaritza Zaingo'ko Ar-duradunak. [31, 743, 276, 786]
headline-rule [31, 300, 1085, 302]
saleroskete-title-1: Saleroskete ta [70, 1319, 237, 1347]
section-title: Atzoko eguna euzko zaingoetan [421, 131, 712, 152]
col3-top-p10: Zaingo onetako Saile'tan gizarte -arazuak dirala-ta izan dirantik urte-nenak oneitxek dagoz. [550, 667, 800, 695]
col4-top-p1: R. Eguren'en izenez ordezkari bat, eraman ekari-bideen paltaz, langile guztiei lanik ezin emon daikuela ta langile batzuk lanetik atara bearra dau-ala adierazoten. [812, 308, 1082, 351]
naskaldija-col2-p1: ba-ekijan Mola nun egongo zan.... Eta ataa da bixitzeko astoa doistar itaiaifarak Apirka'ko mairuba zor dautsela jakinda be, atzeñtar oreik egin dautsen eta egiten dautsen la-guntasuna, ixilpian gorde gura. ¡Es-ker txarrekoa ixatia da, ori! [1333, 301, 1561, 389]
antzuola-author: G. B. [930, 836, 963, 853]
epallaren-title-2: siak batzarra izango dau [358, 843, 740, 879]
nekazaritza-sub-1: Burukideak'in bariketan [97, 725, 210, 738]
lekeitio-poem-2-line: Itxas ontziak. [600, 1597, 663, 1610]
nekazaritza-title: Nekazaritza [31, 693, 166, 721]
naskaldija-col2-p8: Ete idazti bariki onek, ixango dau ixenak, onixek ixango dira: "La Sanidad Militar en Euzkadi" eta "Guda-Gexo-Zaintza Euzkadi'n". [1333, 832, 1561, 875]
zer-col2-p8: Egun baten guyagotan entzuten izan dogu. Aberi gorria eta lurreko aberiak: "Aunque es Euzkadi no se podrá conseguir, ni grano, ningun huevo, ni litro de leche, nada de carne ni nada de nada". [1333, 1763, 1561, 1815]
lekeitio-signature: IXAKA. [760, 1672, 802, 1682]
zer-p11: Orizaz gañera, lengo urteko eskari-taz biñeko biar ditugu 12.000 tonelada inguru ekari. ¿Ekarri ote da orain? [1097, 2093, 1322, 2132]
lendakaritzan-sub-2: Ba'datoz [133, 489, 174, 502]
antzuola-signature: BASARI. [1033, 1303, 1080, 1316]
antzuola-title [812, 771, 1082, 834]
mid-rule [295, 764, 1083, 766]
zer-col2-p2: Zaldi eta astoak: lotzailan, 0,347; ibeltzan, 0,463; biar ixaera, 1,50'tik 5'ra. [1333, 1520, 1561, 1545]
naskaldija-p3: Eta Mola, bijotza minduten dautsan zozkor baztañeratuteko, Salamanca'ra juan da, ta irafdotsetik bariketan asi. [1097, 405, 1322, 448]
